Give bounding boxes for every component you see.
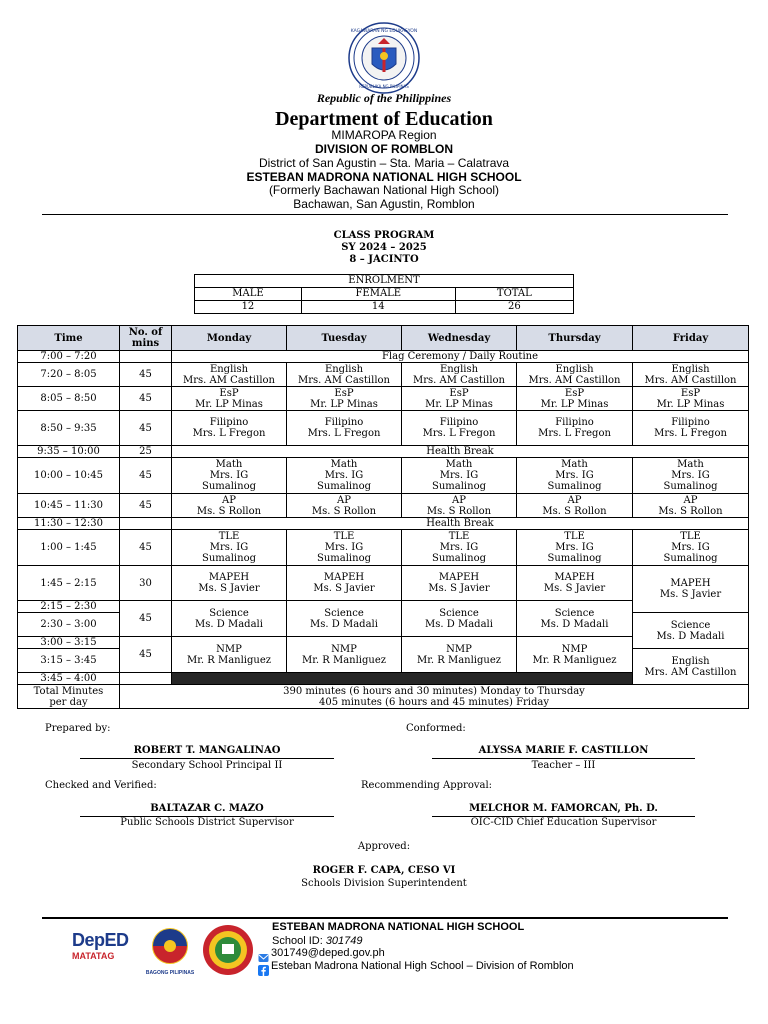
subject-cell: English Mrs. AM Castillon xyxy=(402,363,517,387)
subject-cell: NMP Mr. R Manliguez xyxy=(287,637,402,673)
mins-cell: 45 xyxy=(120,411,172,446)
friday-header: Friday xyxy=(633,326,749,351)
subject-cell: TLE Mrs. IG Sumalinog xyxy=(517,530,633,566)
subject-cell: Filipino Mrs. L Fregon xyxy=(172,411,287,446)
subject-cell: AP Ms. S Rollon xyxy=(402,494,517,518)
footer-facebook[interactable]: Esteban Madrona National High School – Division of Romblon xyxy=(271,960,574,972)
mins-cell: 45 xyxy=(120,601,172,637)
prepared-name: ROBERT T. MANGALINAO xyxy=(133,745,281,756)
prepared-role: Secondary School Principal II xyxy=(131,760,283,771)
division-line: DIVISION OF ROMBLON xyxy=(315,142,453,156)
health-break-cell: Health Break xyxy=(172,518,749,530)
subject-cell: Math Mrs. IG Sumalinog xyxy=(633,458,749,494)
table-row xyxy=(18,494,749,518)
health-break-cell: Health Break xyxy=(172,446,749,458)
recommending-label: Recommending Approval: xyxy=(361,780,493,791)
time-cell: 8:50 – 9:35 xyxy=(18,411,120,446)
mins-header: No. of mins xyxy=(120,326,172,351)
bagong-pilipinas-logo: BAGONG PILIPINAS xyxy=(142,926,198,978)
subject-cell: MAPEH Ms. S Javier xyxy=(172,566,287,601)
deped-seal-logo xyxy=(348,22,420,94)
monday-header: Monday xyxy=(172,326,287,351)
time-cell: 3:15 – 3:45 xyxy=(18,649,120,673)
school-logo xyxy=(202,924,254,976)
mins-cell: 45 xyxy=(120,458,172,494)
subject-cell: EsP Mr. LP Minas xyxy=(172,387,287,411)
female-label: FEMALE xyxy=(301,288,455,301)
section-name: 8 – JACINTO xyxy=(349,254,419,265)
table-row xyxy=(18,363,749,387)
subject-cell: Science Ms. D Madali xyxy=(633,613,749,649)
checked-verified-label: Checked and Verified: xyxy=(45,780,157,791)
time-header: Time xyxy=(18,326,120,351)
schedule-table xyxy=(17,325,749,709)
checked-name: BALTAZAR C. MAZO xyxy=(150,803,264,814)
table-row xyxy=(18,387,749,411)
table-row xyxy=(18,411,749,446)
mins-cell xyxy=(120,518,172,530)
subject-cell: TLE Mrs. IG Sumalinog xyxy=(172,530,287,566)
subject-cell: EsP Mr. LP Minas xyxy=(633,387,749,411)
wednesday-header: Wednesday xyxy=(402,326,517,351)
time-cell: 11:30 – 12:30 xyxy=(18,518,120,530)
subject-cell: AP Ms. S Rollon xyxy=(172,494,287,518)
subject-cell: Math Mrs. IG Sumalinog xyxy=(287,458,402,494)
conformed-role: Teacher – III xyxy=(531,760,596,771)
subject-cell: TLE Mrs. IG Sumalinog xyxy=(633,530,749,566)
total-label-cell: Total Minutes per day xyxy=(18,685,120,709)
subject-cell: AP Ms. S Rollon xyxy=(287,494,402,518)
subject-cell: MAPEH Ms. S Javier xyxy=(517,566,633,601)
school-year: SY 2024 – 2025 xyxy=(341,242,427,253)
conformed-name: ALYSSA MARIE F. CASTILLON xyxy=(478,745,649,756)
time-cell: 1:00 – 1:45 xyxy=(18,530,120,566)
mins-cell: 45 xyxy=(120,637,172,673)
table-row xyxy=(18,530,749,566)
subject-cell: English Mrs. AM Castillon xyxy=(633,363,749,387)
time-cell: 7:00 – 7:20 xyxy=(18,351,120,363)
total-minutes-cell: 390 minutes (6 hours and 30 minutes) Monday to Thursday 405 minutes (6 hours and 45 minutes) Friday xyxy=(120,685,749,709)
male-label: MALE xyxy=(195,288,302,301)
subject-cell: EsP Mr. LP Minas xyxy=(517,387,633,411)
enrolment-label: ENROLMENT xyxy=(195,275,574,288)
subject-cell: NMP Mr. R Manliguez xyxy=(402,637,517,673)
subject-cell: Filipino Mrs. L Fregon xyxy=(517,411,633,446)
subject-cell: NMP Mr. R Manliguez xyxy=(172,637,287,673)
blank-shaded-cell xyxy=(172,673,633,685)
mins-cell: 45 xyxy=(120,494,172,518)
subject-cell: Filipino Mrs. L Fregon xyxy=(287,411,402,446)
department-title: Department of Education xyxy=(275,108,493,130)
subject-cell: TLE Mrs. IG Sumalinog xyxy=(287,530,402,566)
footer-divider xyxy=(42,917,728,919)
facebook-icon xyxy=(258,961,269,972)
time-cell: 10:45 – 11:30 xyxy=(18,494,120,518)
subject-cell: AP Ms. S Rollon xyxy=(517,494,633,518)
svg-text:REPUBLIKA NG PILIPINAS: REPUBLIKA NG PILIPINAS xyxy=(359,84,409,89)
subject-cell: Science Ms. D Madali xyxy=(517,601,633,637)
subject-cell: Science Ms. D Madali xyxy=(287,601,402,637)
subject-cell: English Mrs. AM Castillon xyxy=(633,649,749,685)
male-count: 12 xyxy=(195,301,302,314)
signature-line xyxy=(80,758,334,759)
footer-school-name: ESTEBAN MADRONA NATIONAL HIGH SCHOOL xyxy=(272,921,525,933)
enrolment-table xyxy=(194,274,574,314)
subject-cell: MAPEH Ms. S Javier xyxy=(633,566,749,613)
time-cell: 8:05 – 8:50 xyxy=(18,387,120,411)
female-count: 14 xyxy=(301,301,455,314)
district-line: District of San Agustin – Sta. Maria – Calatrava xyxy=(258,156,510,170)
approved-label: Approved: xyxy=(357,841,411,852)
recommending-name: MELCHOR M. FAMORCAN, Ph. D. xyxy=(469,803,658,814)
time-cell: 3:00 – 3:15 xyxy=(18,637,120,649)
total-minutes-row xyxy=(18,685,749,709)
address-line: Bachawan, San Agustin, Romblon xyxy=(293,197,475,211)
subject-cell: AP Ms. S Rollon xyxy=(633,494,749,518)
subject-cell: MAPEH Ms. S Javier xyxy=(287,566,402,601)
signature-line xyxy=(432,758,695,759)
tuesday-header: Tuesday xyxy=(287,326,402,351)
class-program-title: CLASS PROGRAM xyxy=(333,230,435,241)
footer-email[interactable]: 301749@deped.gov.ph xyxy=(271,947,385,959)
time-cell: 1:45 – 2:15 xyxy=(18,566,120,601)
total-label: TOTAL xyxy=(455,288,573,301)
thursday-header: Thursday xyxy=(517,326,633,351)
mins-cell: 45 xyxy=(120,387,172,411)
republic-line: Republic of the Philippines xyxy=(316,91,452,105)
subject-cell: Filipino Mrs. L Fregon xyxy=(633,411,749,446)
time-cell: 2:15 – 2:30 xyxy=(18,601,120,613)
subject-cell: English Mrs. AM Castillon xyxy=(172,363,287,387)
time-cell: 7:20 – 8:05 xyxy=(18,363,120,387)
mins-cell: 45 xyxy=(120,363,172,387)
approved-role: Schools Division Superintendent xyxy=(301,878,467,889)
subject-cell: Science Ms. D Madali xyxy=(402,601,517,637)
approved-name: ROGER F. CAPA, CESO VI xyxy=(312,865,456,876)
subject-cell: EsP Mr. LP Minas xyxy=(402,387,517,411)
table-row xyxy=(18,566,749,601)
recommending-role: OIC-CID Chief Education Supervisor xyxy=(470,817,657,828)
time-cell: 10:00 – 10:45 xyxy=(18,458,120,494)
school-line: ESTEBAN MADRONA NATIONAL HIGH SCHOOL xyxy=(246,170,522,184)
subject-cell: English Mrs. AM Castillon xyxy=(517,363,633,387)
subject-cell: Math Mrs. IG Sumalinog xyxy=(402,458,517,494)
subject-cell: Filipino Mrs. L Fregon xyxy=(402,411,517,446)
time-cell: 3:45 – 4:00 xyxy=(18,673,120,685)
mins-cell: 25 xyxy=(120,446,172,458)
subject-cell: English Mrs. AM Castillon xyxy=(287,363,402,387)
table-row xyxy=(18,518,749,530)
region-line: MIMAROPA Region xyxy=(331,128,437,142)
deped-matatag-logo: DepED MATATAG xyxy=(72,930,129,961)
header-divider xyxy=(42,214,728,215)
subject-cell: EsP Mr. LP Minas xyxy=(287,387,402,411)
conformed-label: Conformed: xyxy=(406,723,466,734)
footer-school-id: School ID: 301749 xyxy=(272,935,363,947)
prepared-by-label: Prepared by: xyxy=(45,723,111,734)
email-icon xyxy=(258,948,269,958)
mins-cell: 30 xyxy=(120,566,172,601)
time-cell: 9:35 – 10:00 xyxy=(18,446,120,458)
subject-cell: MAPEH Ms. S Javier xyxy=(402,566,517,601)
formerly-line: (Formerly Bachawan National High School) xyxy=(268,183,500,197)
flag-ceremony-cell: Flag Ceremony / Daily Routine xyxy=(172,351,749,363)
time-cell: 2:30 – 3:00 xyxy=(18,613,120,637)
total-count: 26 xyxy=(455,301,573,314)
subject-cell: Science Ms. D Madali xyxy=(172,601,287,637)
table-row xyxy=(18,351,749,363)
subject-cell: TLE Mrs. IG Sumalinog xyxy=(402,530,517,566)
svg-text:KAGAWARAN NG EDUKASYON: KAGAWARAN NG EDUKASYON xyxy=(350,29,418,34)
subject-cell: NMP Mr. R Manliguez xyxy=(517,637,633,673)
schedule-header-row xyxy=(18,326,749,351)
mins-cell xyxy=(120,351,172,363)
table-row xyxy=(18,458,749,494)
subject-cell: Math Mrs. IG Sumalinog xyxy=(172,458,287,494)
checked-role: Public Schools District Supervisor xyxy=(120,817,294,828)
mins-cell xyxy=(120,673,172,685)
subject-cell: Math Mrs. IG Sumalinog xyxy=(517,458,633,494)
table-row xyxy=(18,446,749,458)
mins-cell: 45 xyxy=(120,530,172,566)
